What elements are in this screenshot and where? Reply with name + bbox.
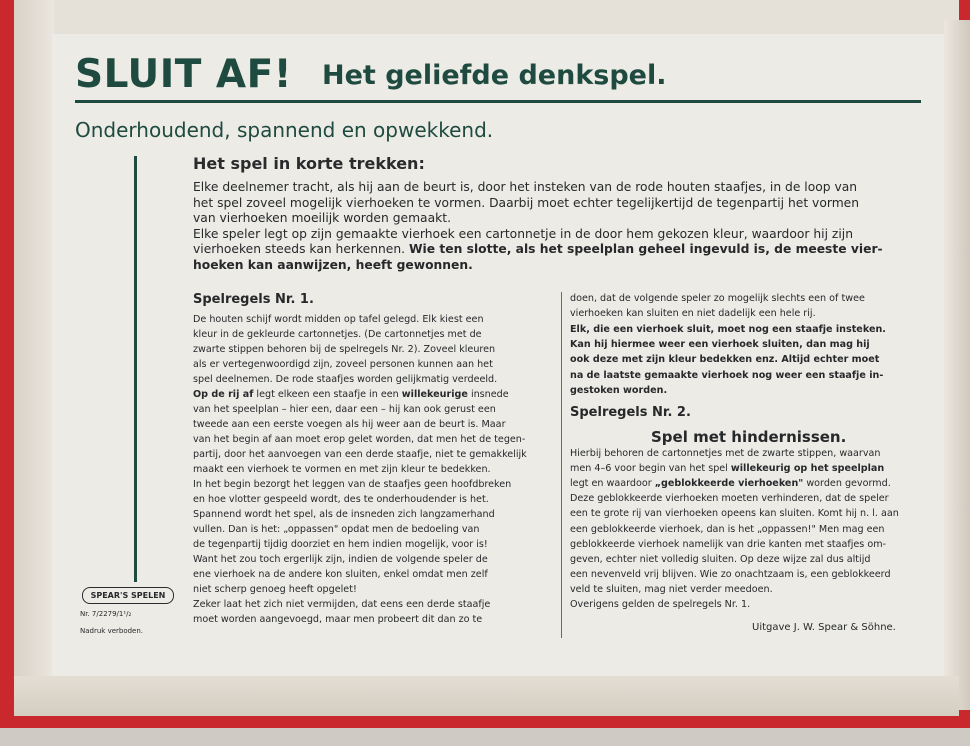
text-segment: geven, echter niet volledig sluiten. Op deze wijze zal dus altijd (570, 553, 871, 565)
left-vertical-rule (134, 156, 137, 582)
text-line (193, 568, 555, 582)
bold-text: Op de rij af (193, 389, 254, 400)
text-line (193, 196, 921, 211)
box-inner-bottom-wall (14, 676, 959, 716)
text-line (570, 338, 922, 352)
text-line (193, 388, 555, 402)
publisher-line: Uitgave J. W. Spear & Söhne. (752, 622, 896, 633)
text-segment: het spel zoveel mogelijk vierhoeken te vormen. Daarbij moet echter tegelijkertijd de tegenpartij het vormen (193, 195, 860, 210)
text-segment: als er vertegenwoordigd zijn, zoveel personen kunnen aan het (193, 359, 493, 370)
text-line (193, 478, 555, 492)
text-segment: Zeker laat het zich niet vermijden, dat eens een derde staafje (193, 599, 491, 610)
text-segment: vierhoeken steeds kan herkennen. (193, 242, 409, 257)
text-line (570, 447, 922, 461)
box-inner-right-wall (944, 20, 970, 710)
text-segment: men 4–6 voor begin van het spel (570, 463, 731, 475)
text-segment: tweede aan een eerste voegen als hij weer aan de beurt is. Maar (193, 419, 506, 430)
text-line (193, 493, 555, 507)
text-line (570, 462, 922, 476)
text-line (570, 323, 922, 337)
table-surface (0, 728, 970, 746)
bold-text: „geblokkeerde vierhoeken" (654, 478, 804, 490)
text-line (193, 448, 555, 462)
text-line (193, 463, 555, 477)
text-segment: insnede (467, 389, 509, 400)
text-segment: Elke deelnemer tracht, als hij aan de beurt is, door het insteken van de rode houten staafjes, in de loop van (193, 180, 858, 194)
text-segment: maakt een vierhoek te vormen en met zijn kleur te bedekken. (193, 464, 491, 475)
text-line (570, 553, 922, 567)
text-line (570, 369, 922, 383)
product-number: Nr. 7/2279/1¹/₂ (80, 610, 132, 618)
text-line (570, 568, 922, 582)
text-line (193, 583, 555, 597)
intro-heading: Het spel in korte trekken: (193, 154, 425, 173)
text-line (193, 538, 555, 552)
text-segment: van vierhoeken moeilijk worden gemaakt. (193, 211, 451, 226)
text-line (193, 523, 555, 537)
tagline: Onderhoudend, spannend en opwekkend. (75, 118, 494, 142)
rules-1-heading: Spelregels Nr. 1. (193, 292, 314, 307)
text-segment: een nevenveld vrij blijven. Wie zo onachtzaam is, een geblokkeerd (570, 568, 891, 580)
text-segment: Elke speler legt op zijn gemaakte vierhoek een cartonnetje in de door hem gekozen kleur, waardoor hij zijn (193, 226, 853, 241)
text-line (570, 292, 922, 306)
text-segment: Want het zou toch ergerlijk zijn, indien de volgende speler de (193, 554, 488, 565)
text-segment: een te grote rij van vierhoeken opeens kan sluiten. Komt hij n. l. aan (570, 508, 899, 520)
bold-text: Kan hij hiermee weer een vierhoek sluiten, dan mag hij (570, 338, 870, 350)
text-line (193, 358, 555, 372)
text-segment: partij, door het aanvoegen van een derde staafje, niet te gemakkelijk (193, 449, 527, 460)
text-segment: doen, dat de volgende speler zo mogelijk slechts een of twee (570, 293, 865, 304)
text-segment: vullen. Dan is het: „oppassen" opdat men de bedoeling van (193, 524, 480, 535)
text-segment: spel deelnemen. De rode staafjes worden gelijkmatig verdeeld. (193, 374, 498, 385)
text-line (193, 180, 921, 195)
text-line (570, 353, 922, 367)
bold-text: ook deze met zijn kleur bedekken enz. Altijd echter moet (570, 354, 880, 366)
title-underline (75, 100, 921, 103)
bold-text: willekeurig op het speelplan (730, 463, 885, 475)
rules-2-heading: Spelregels Nr. 2. (570, 405, 691, 420)
text-line (193, 258, 921, 273)
text-segment: en hoe vlotter gespeeld wordt, des te onderhoudender is het. (193, 494, 489, 505)
text-segment: kleur in de gekleurde cartonnetjes. (De cartonnetjes met de (193, 329, 482, 340)
text-line (570, 507, 922, 521)
text-line (570, 598, 922, 612)
text-line (193, 242, 921, 257)
game-subtitle: Het geliefde denkspel. (322, 60, 667, 91)
text-line (570, 384, 922, 398)
text-segment: worden gevormd. (803, 478, 891, 490)
text-line (193, 313, 555, 327)
text-segment: legt elkeen een staafje in een (253, 389, 402, 400)
text-line (193, 613, 555, 627)
bold-text: Elk, die een vierhoek sluit, moet nog een staafje insteken. (570, 323, 886, 335)
text-segment: van het begin af aan moet erop gelet worden, dat men het de tegen- (193, 434, 526, 445)
text-line (570, 523, 922, 537)
text-line (193, 343, 555, 357)
text-segment: van het speelplan – hier een, daar een – hij kan ook gerust een (193, 404, 496, 415)
text-line (570, 583, 922, 597)
text-line (570, 492, 922, 506)
text-segment: een geblokkeerde vierhoek, dan is het „oppassen!" Men mag een (570, 523, 885, 535)
text-line (193, 227, 921, 242)
text-line (193, 418, 555, 432)
text-line (570, 538, 922, 552)
text-line (570, 477, 922, 491)
text-line (193, 553, 555, 567)
text-line (193, 433, 555, 447)
text-segment: moet worden aangevoegd, maar men probeert dit dan zo te (193, 614, 483, 625)
bold-text: na de laatste gemaakte vierhoek nog weer een staafje in- (570, 369, 884, 381)
text-line (193, 328, 555, 342)
text-line (570, 307, 922, 321)
rules-2-subheading: Spel met hindernissen. (651, 428, 847, 446)
text-segment: Hierbij behoren de cartonnetjes met de zwarte stippen, waarvan (570, 448, 881, 459)
copyright-notice: Nadruk verboden. (80, 627, 144, 635)
text-segment: Spannend wordt het spel, als de insneden zich langzamerhand (193, 509, 495, 520)
text-line (193, 598, 555, 612)
text-line (193, 373, 555, 387)
text-segment: geblokkeerde vierhoek namelijk van drie kanten met staafjes om- (570, 538, 887, 550)
bold-text: willekeurige (401, 389, 468, 400)
text-segment: Overigens gelden de spelregels Nr. 1. (570, 599, 751, 610)
text-segment: zwarte stippen behoren bij de spelregels Nr. 2). Zoveel kleuren (193, 344, 496, 355)
column-divider (561, 292, 562, 638)
text-segment: Deze geblokkeerde vierhoeken moeten verhinderen, dat de speler (570, 493, 889, 505)
bold-text: Wie ten slotte, als het speelplan geheel ingevuld is, de meeste vier- (408, 242, 883, 257)
text-segment: vierhoeken kan sluiten en niet dadelijk een hele rij. (570, 308, 816, 320)
text-line (193, 508, 555, 522)
bold-text: gestoken worden. (570, 384, 668, 396)
box-inner-left-wall (14, 0, 54, 712)
game-title: SLUIT AF! (75, 52, 293, 97)
text-segment: In het begin bezorgt het leggen van de staafjes geen hoofdbreken (193, 479, 512, 490)
bold-text: hoeken kan aanwijzen, heeft gewonnen. (193, 258, 473, 272)
text-segment: ene vierhoek na de andere kon sluiten, enkel omdat men zelf (193, 569, 488, 580)
text-segment: De houten schijf wordt midden op tafel gelegd. Elk kiest een (193, 314, 484, 325)
text-segment: veld te sluiten, mag niet verder meedoen. (570, 583, 773, 595)
text-segment: niet scherp genoeg heeft opgelet! (193, 584, 357, 595)
box-inner-top-wall (14, 0, 959, 36)
text-segment: legt en waardoor (570, 478, 655, 490)
spears-logo: SPEAR'S SPELEN (82, 587, 174, 604)
text-line (193, 211, 921, 226)
text-segment: de tegenpartij tijdig doorziet en hem indien mogelijk, voor is! (193, 539, 488, 550)
text-line (193, 403, 555, 417)
